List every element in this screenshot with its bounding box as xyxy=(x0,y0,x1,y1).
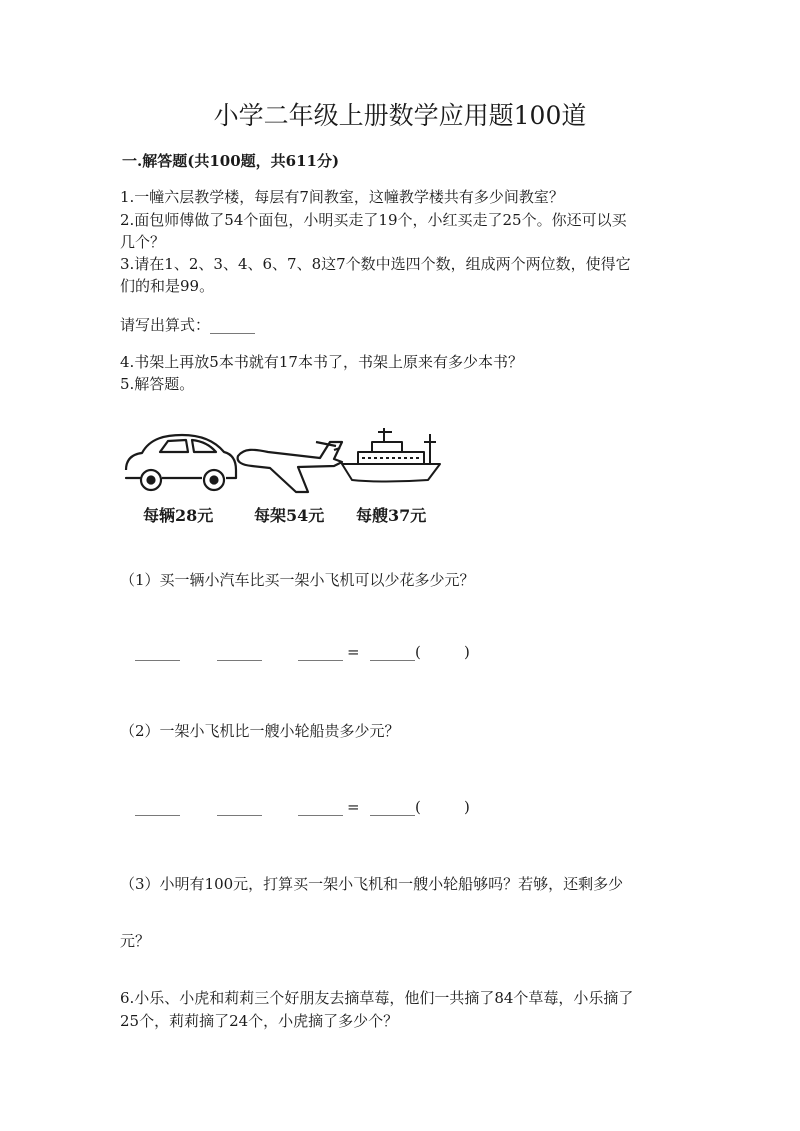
page-title: 小学二年级上册数学应用题100道 xyxy=(213,101,587,130)
blank: ______ xyxy=(135,798,180,816)
blank: ______( xyxy=(370,798,421,816)
ship-icon xyxy=(342,428,440,482)
question-2-line-1: 2.面包师傅做了54个面包，小明买走了19个，小红买走了25个。你还可以买 xyxy=(120,211,627,229)
question-1: 1.一幢六层教学楼，每层有7间教室，这幢教学楼共有多少间教室？ xyxy=(120,188,564,206)
question-5: 5.解答题。 xyxy=(120,375,195,393)
question-3-line-2: 们的和是99。 xyxy=(120,277,215,295)
subquestion-2: （2）一架小飞机比一艘小轮船贵多少元？ xyxy=(120,722,400,740)
plane-price: 每架54元 xyxy=(254,506,325,525)
question-6-line-1: 6.小乐、小虎和莉莉三个好朋友去摘草莓，他们一共摘了84个草莓，小乐摘了 xyxy=(120,989,634,1007)
airplane-icon xyxy=(238,442,342,492)
car-price: 每辆28元 xyxy=(143,506,214,525)
equals-sign: = xyxy=(347,643,360,661)
subquestion-1: （1）买一辆小汽车比买一架小飞机可以少花多少元？ xyxy=(120,571,475,589)
ship-price: 每艘37元 xyxy=(356,506,427,525)
question-4: 4.书架上再放5本书就有17本书了，书架上原来有多少本书？ xyxy=(120,353,523,371)
close-paren: ) xyxy=(464,643,470,661)
subquestion-3-line-1: （3）小明有100元，打算买一架小飞机和一艘小轮船够吗？若够，还剩多少 xyxy=(120,875,624,893)
close-paren: ) xyxy=(464,798,470,816)
car-icon xyxy=(126,435,236,490)
blank: ______ xyxy=(135,643,180,661)
blank: ______ xyxy=(298,643,343,661)
subquestion-3-line-2: 元？ xyxy=(120,932,151,950)
blank: ______ xyxy=(298,798,343,816)
question-3-line-1: 3.请在1、2、3、4、6、7、8这7个数中选四个数，组成两个两位数，使得它 xyxy=(120,255,631,273)
equals-sign: = xyxy=(347,798,360,816)
blank: ______ xyxy=(217,798,262,816)
blank: ______ xyxy=(217,643,262,661)
section-heading: 一.解答题(共100题，共611分) xyxy=(122,152,340,170)
question-6-line-2: 25个，莉莉摘了24个，小虎摘了多少个？ xyxy=(120,1012,399,1030)
blank: ______( xyxy=(370,643,421,661)
question-3-answer-line: 请写出算式：______ xyxy=(120,316,256,334)
question-2-line-2: 几个？ xyxy=(120,233,166,251)
